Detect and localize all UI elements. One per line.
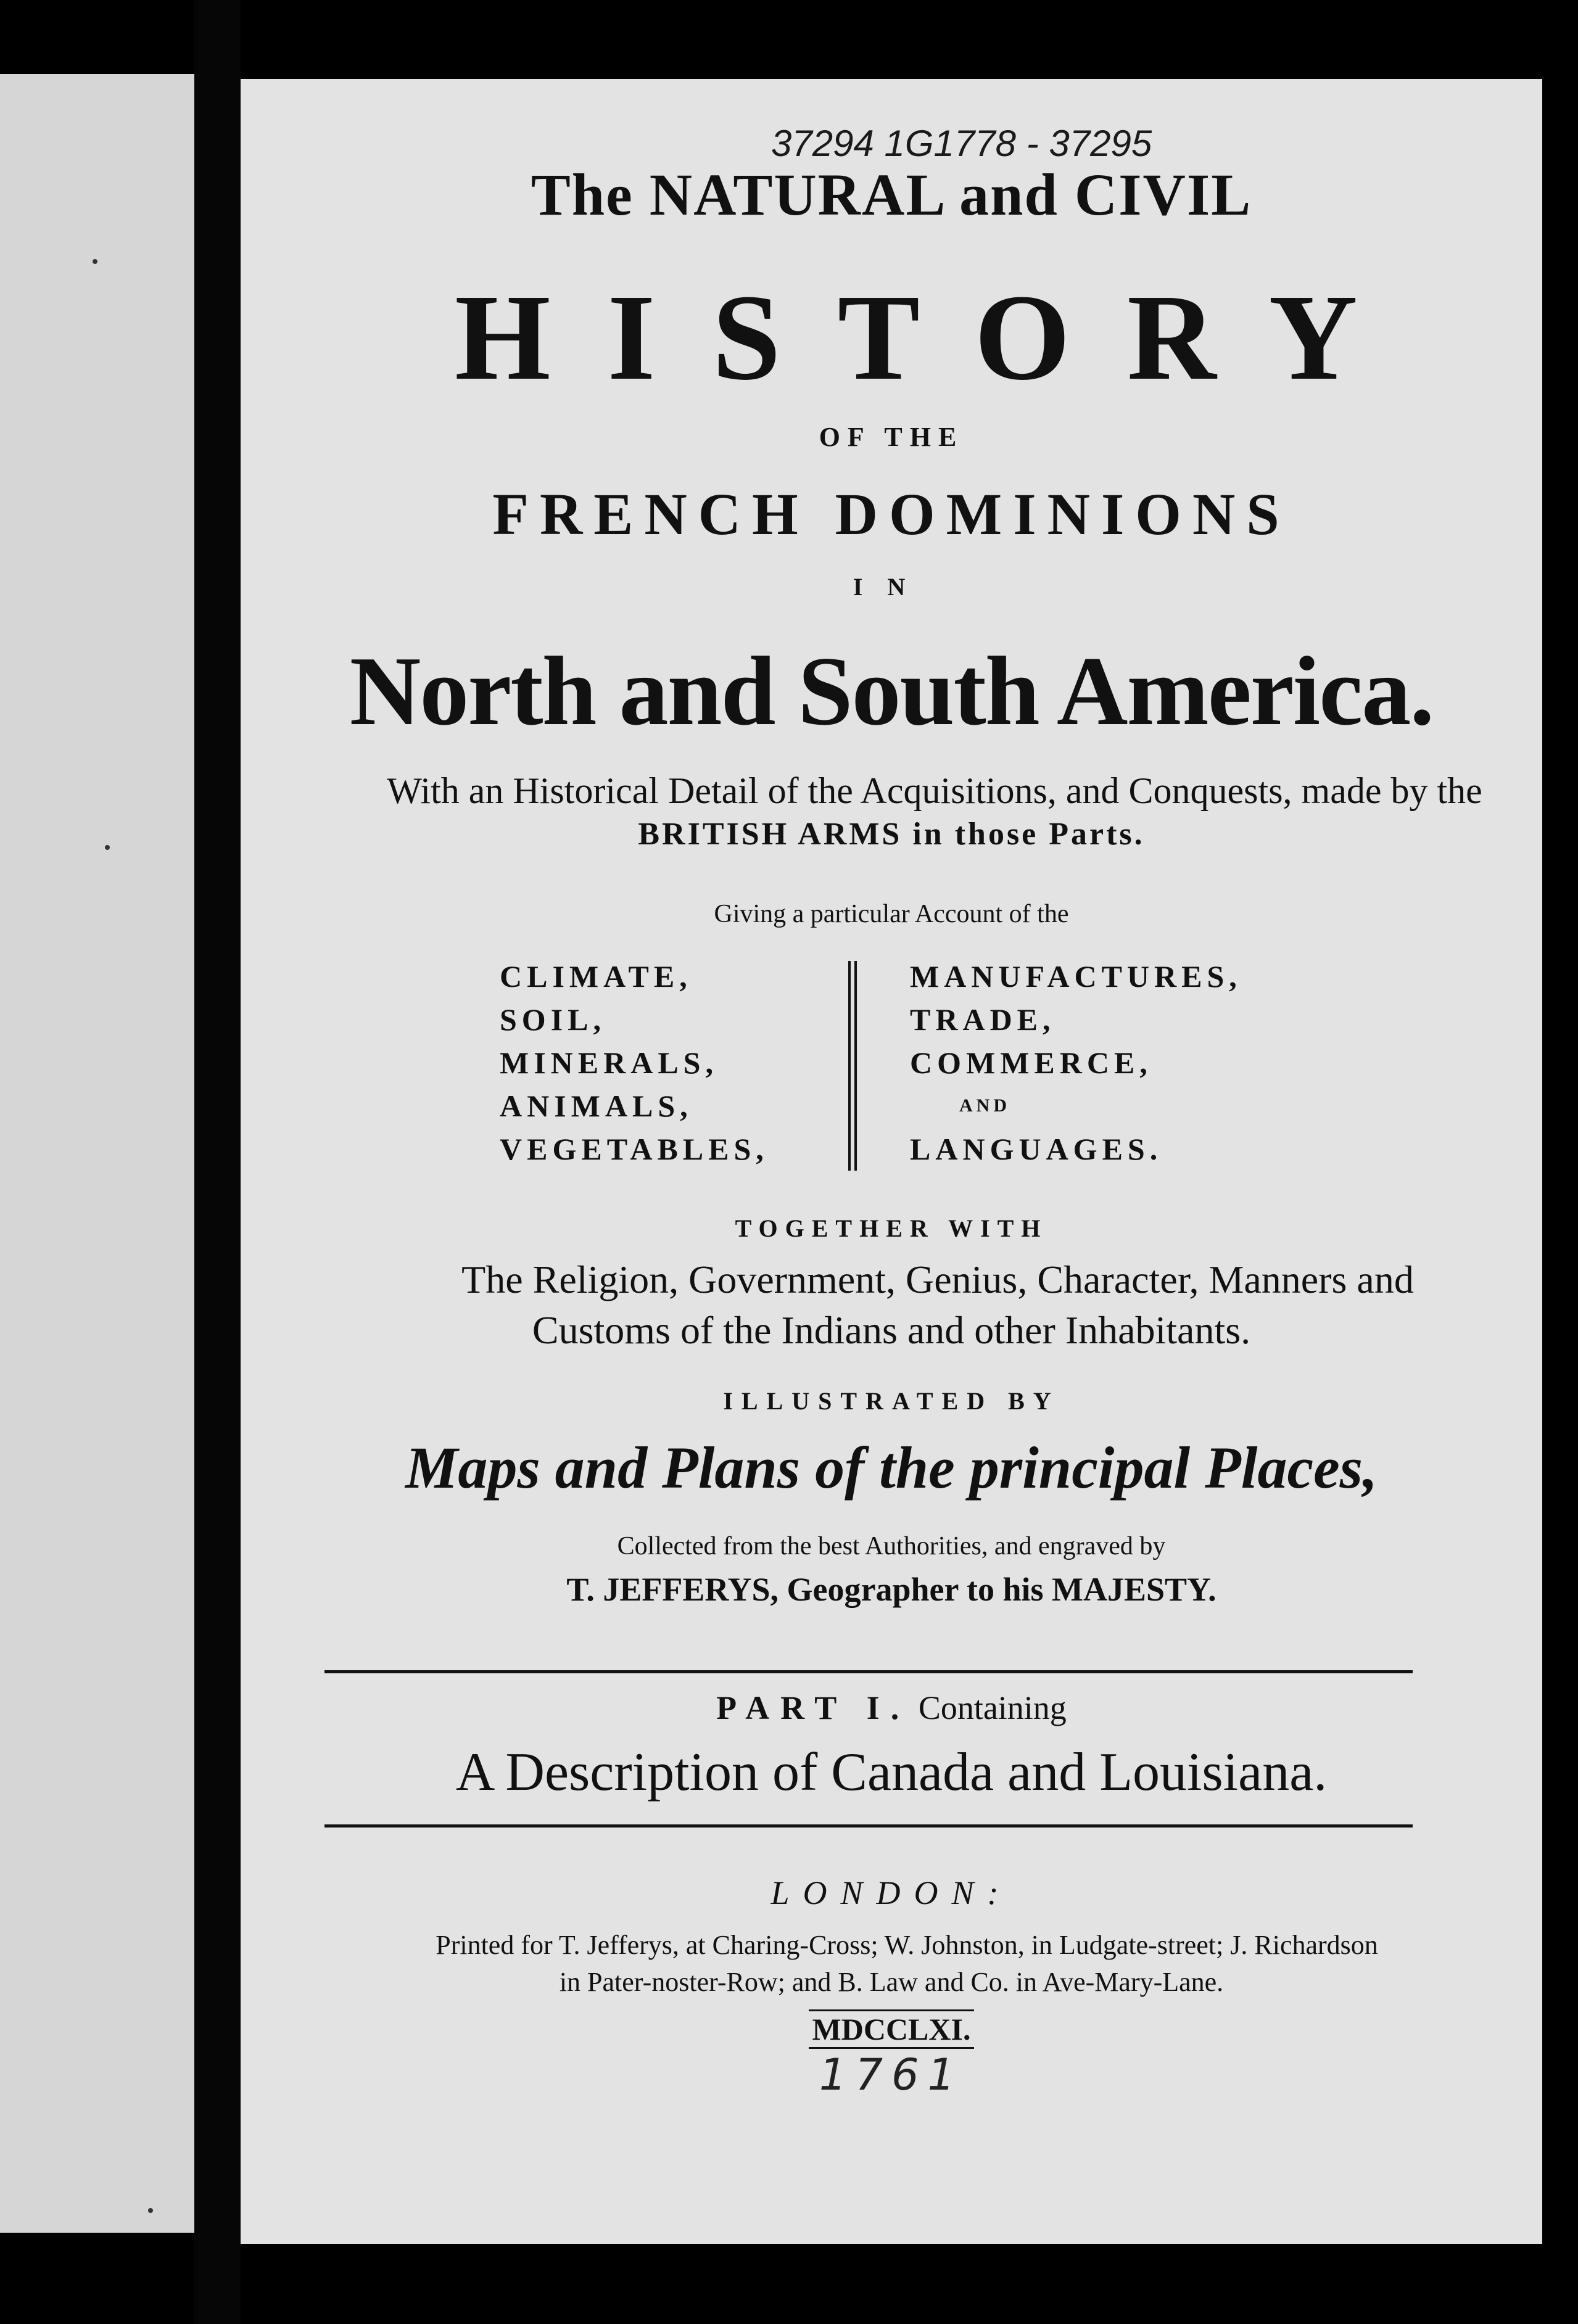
together-with: TOGETHER WITH — [735, 1214, 1048, 1242]
topic-item: MINERALS, — [500, 1045, 718, 1080]
topic-item: ANIMALS, — [500, 1089, 693, 1123]
handwritten-year: 1761 — [819, 2050, 964, 2100]
roman-date: MDCCLXI. — [809, 2009, 975, 2049]
maps-and-plans: Maps and Plans of the principal Places, — [405, 1435, 1378, 1501]
religion-line-1: The Religion, Government, Genius, Character, Manners and — [461, 1258, 1414, 1301]
topic-item: SOIL, — [500, 1002, 606, 1037]
topics-left-column — [500, 955, 769, 1171]
historical-detail-line: With an Historical Detail of the Acquisitions, and Conquests, made by the — [387, 770, 1482, 811]
column-divider — [854, 961, 857, 1171]
british-arms-line: BRITISH ARMS in those Parts. — [638, 817, 1145, 852]
title-french-dominions: FRENCH DOMINIONS — [492, 481, 1291, 547]
column-divider — [848, 961, 851, 1171]
part-heading — [241, 1689, 1542, 1727]
illustrated-by: ILLUSTRATED BY — [723, 1387, 1060, 1415]
title-in: IN — [853, 573, 930, 601]
title-of-the: OF THE — [819, 422, 964, 452]
imprint-city: LONDON: — [770, 1874, 1012, 1911]
topic-item: TRADE, — [910, 1002, 1055, 1037]
title-page — [241, 79, 1542, 2244]
engraver-line: T. JEFFERYS, Geographer to his MAJESTY. — [566, 1571, 1217, 1608]
topic-item: MANUFACTURES, — [910, 959, 1242, 994]
horizontal-rule — [324, 1824, 1413, 1827]
horizontal-rule — [324, 1670, 1413, 1673]
ink-speck — [148, 2208, 153, 2213]
title-history: HISTORY — [455, 270, 1415, 406]
imprint-line-2: in Pater-noster-Row; and B. Law and Co. in Ave-Mary-Lane. — [559, 1967, 1224, 1997]
religion-line-2: Customs of the Indians and other Inhabitants. — [532, 1308, 1251, 1352]
topics-right-column — [910, 955, 1242, 1171]
part-description: A Description of Canada and Louisiana. — [455, 1742, 1328, 1802]
collected-line: Collected from the best Authorities, and engraved by — [617, 1532, 1166, 1560]
topic-item: CLIMATE, — [500, 959, 692, 994]
part-containing: Containing — [918, 1689, 1067, 1726]
ink-speck — [93, 259, 97, 264]
topic-item: LANGUAGES. — [910, 1132, 1163, 1166]
part-label: PART I. — [716, 1689, 911, 1726]
imprint-line-1: Printed for T. Jefferys, at Charing-Cross; W. Johnston, in Ludgate-street; J. Richardson — [436, 1930, 1378, 1960]
handwritten-accession-note: 37294 1G1778 - 37295 — [771, 123, 1152, 164]
ink-speck — [105, 845, 110, 850]
topic-conjunction: AND — [959, 1095, 1010, 1116]
topic-item: COMMERCE, — [910, 1045, 1152, 1080]
account-intro: Giving a particular Account of the — [714, 900, 1069, 928]
title-north-south-america: North and South America. — [349, 636, 1434, 746]
book-spine-gutter — [194, 0, 241, 2324]
title-line-natural-civil: The NATURAL and CIVIL — [531, 162, 1252, 228]
topic-item: VEGETABLES, — [500, 1132, 769, 1166]
facing-page — [0, 74, 194, 2233]
imprint-date — [241, 2009, 1542, 2049]
